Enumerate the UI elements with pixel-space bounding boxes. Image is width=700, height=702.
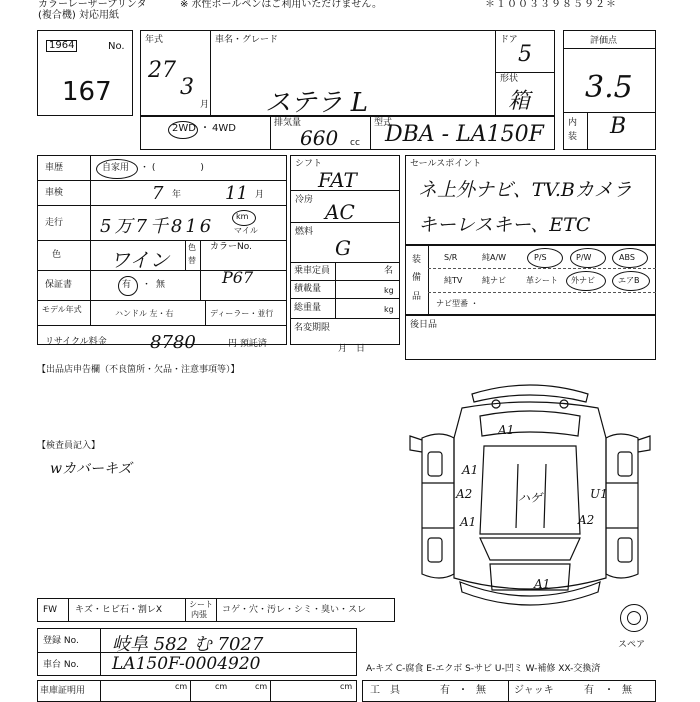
damage-code-legend: A-キズ C-腐食 E-エクボ S-サビ U-凹ミ W-補修 XX-交換済 bbox=[366, 664, 601, 674]
equip-leather: 革シート bbox=[526, 276, 558, 285]
recycle-value: 8780 bbox=[150, 332, 196, 353]
shift-value: FAT bbox=[318, 168, 357, 192]
color-change-1: 色 bbox=[188, 243, 196, 252]
registration-value: 岐阜 582 む 7027 bbox=[112, 634, 264, 655]
left-side-outline bbox=[422, 434, 454, 578]
equip-alloy: 純A/W bbox=[482, 253, 507, 262]
defect-seat-1: シート bbox=[189, 600, 213, 609]
capacity-unit: 名 bbox=[384, 266, 394, 276]
defect-items-2: コゲ・穴・汚レ・シミ・臭い・スレ bbox=[222, 605, 367, 615]
multifunction-note: (複合機) 対応用紙 bbox=[38, 10, 119, 21]
right-side-outline bbox=[606, 434, 638, 578]
cm-unit-2: cm bbox=[255, 682, 268, 691]
ac-value: AC bbox=[325, 200, 355, 224]
sales-line-1: ネ上外ナビ、TV.Bカメラ bbox=[418, 179, 632, 201]
warranty-sep: ・ bbox=[142, 280, 152, 290]
score-label: 評価点 bbox=[590, 36, 618, 46]
tools-no: 無 bbox=[476, 685, 486, 696]
defect-items: キズ・ヒビ石・割レX bbox=[75, 605, 162, 615]
warranty-yes: 有 bbox=[122, 280, 132, 290]
jack-label: ジャッキ bbox=[514, 685, 554, 696]
model-year-label: モデル年式 bbox=[42, 305, 82, 314]
equip-tv: 純TV bbox=[444, 276, 463, 285]
navi-model-label: ナビ型番 ・ bbox=[436, 299, 479, 308]
equip-airbag: エアB bbox=[618, 276, 640, 285]
fuel-label: 燃料 bbox=[295, 227, 314, 237]
year-label: 年式 bbox=[145, 35, 164, 45]
handle-side: ハンドル 左・右 bbox=[115, 309, 174, 318]
cm-unit-1: cm bbox=[175, 682, 188, 691]
shape-value: 箱 bbox=[508, 89, 531, 114]
door-value: 5 bbox=[518, 42, 532, 67]
inspection-year-unit: 年 bbox=[172, 190, 182, 200]
model-value: ステラ L bbox=[265, 88, 369, 118]
tools-label: 工 具 bbox=[370, 685, 400, 696]
type-label: 型式 bbox=[374, 118, 393, 128]
history-label: 車歴 bbox=[45, 163, 64, 173]
warranty-no: 無 bbox=[156, 280, 166, 290]
sales-point-label: セールスポイント bbox=[410, 159, 482, 169]
equip-pw: P/W bbox=[576, 253, 592, 262]
equip-abs: ABS bbox=[619, 253, 635, 262]
rear-glass bbox=[480, 411, 580, 436]
lot-number: 167 bbox=[62, 77, 112, 107]
deadline-label: 名変期限 bbox=[294, 323, 331, 333]
mileage-mile: マイル bbox=[234, 226, 258, 235]
tools-sep: ・ bbox=[458, 685, 468, 696]
damage-mark-rear: A1 bbox=[498, 423, 515, 437]
serial-number: ＊１００３３９８５９２＊ bbox=[485, 0, 617, 10]
shift-label: シフト bbox=[295, 159, 323, 169]
mileage-value: 5万7千816 bbox=[100, 216, 215, 237]
hood bbox=[490, 564, 570, 590]
chassis-label: 車台 No. bbox=[43, 660, 79, 670]
defect-seat-2: 内張 bbox=[191, 610, 207, 619]
inspection-label: 車検 bbox=[45, 188, 64, 198]
month-unit: 月 bbox=[200, 100, 210, 110]
windshield bbox=[480, 538, 580, 560]
ac-label: 冷房 bbox=[295, 195, 314, 205]
after-items-box bbox=[405, 315, 656, 360]
after-items-label: 後日品 bbox=[410, 320, 438, 330]
capacity-label: 乗車定員 bbox=[294, 266, 331, 276]
damage-mark-left-rear: A1 bbox=[462, 463, 479, 477]
warranty-label: 保証書 bbox=[45, 280, 73, 290]
equip-label-2: 備 bbox=[412, 273, 422, 283]
sales-line-2: キーレスキー、ETC bbox=[418, 214, 591, 236]
lot-no-label: No. bbox=[108, 41, 125, 52]
year-value: 27 bbox=[148, 58, 176, 83]
displacement-unit: cc bbox=[350, 138, 360, 148]
inspection-month: 11 bbox=[225, 183, 248, 204]
gross-label: 総重量 bbox=[294, 303, 322, 313]
door-label: ドア bbox=[500, 35, 518, 45]
color-no-value: P67 bbox=[222, 268, 254, 287]
tools-yes: 有 bbox=[440, 685, 450, 696]
jack-yes: 有 bbox=[584, 685, 594, 696]
jack-no: 無 bbox=[622, 685, 632, 696]
mileage-km: km bbox=[236, 212, 249, 221]
chassis-value: LA150F-0004920 bbox=[112, 654, 261, 674]
fuel-value: G bbox=[335, 236, 351, 260]
registration-label: 登録 No. bbox=[43, 636, 79, 646]
spoiler-outline bbox=[472, 385, 588, 402]
displacement-label: 排気量 bbox=[274, 118, 302, 128]
interior-label: 内装 bbox=[568, 118, 578, 142]
inspector-label: 【検査員記入】 bbox=[37, 441, 101, 451]
roof-outline bbox=[480, 446, 580, 534]
color-change-2: 替 bbox=[188, 256, 196, 265]
cm-unit-3: cm bbox=[340, 682, 353, 691]
equip-sunroof: S/R bbox=[444, 253, 458, 262]
printer-note: カラーレーザープリンタ bbox=[38, 0, 147, 10]
seller-notes-label: 【出品店申告欄（不良箇所・欠品・注意事項等）】 bbox=[37, 365, 240, 375]
jack-sep: ・ bbox=[604, 685, 614, 696]
color-label: 色 bbox=[52, 250, 62, 260]
shape-label: 形状 bbox=[500, 74, 519, 84]
equip-ext-navi: 外ナビ bbox=[571, 276, 595, 285]
inspection-month-unit: 月 bbox=[255, 190, 265, 200]
cm-unit-4: cm bbox=[215, 682, 228, 691]
car-diagram bbox=[400, 378, 660, 618]
interior-value: B bbox=[610, 114, 627, 139]
score-value: 3.5 bbox=[585, 70, 633, 105]
recycle-label: リサイクル料金 bbox=[45, 337, 107, 347]
type-value: DBA - LA150F bbox=[385, 122, 544, 147]
roof-note: ハゲ bbox=[518, 491, 543, 505]
recycle-unit: 円 預託済 bbox=[228, 339, 267, 349]
history-rest: ・ ( ) bbox=[140, 163, 204, 173]
spare-tire-hub-icon bbox=[627, 611, 641, 625]
gross-unit: kg bbox=[384, 305, 394, 314]
defect-fw: FW bbox=[43, 605, 58, 615]
damage-mark-left-side: A2 bbox=[456, 487, 473, 501]
drive-4wd: 4WD bbox=[212, 123, 236, 134]
damage-mark-right-door: A2 bbox=[578, 513, 595, 527]
pen-warning: ※ 水性ボールペンはご利用いただけません。 bbox=[180, 0, 382, 10]
displacement-value: 660 bbox=[300, 126, 339, 150]
dealer-parallel: ディーラー・並行 bbox=[210, 309, 274, 318]
drive-2wd: 2WD bbox=[172, 123, 196, 134]
mileage-label: 走行 bbox=[45, 218, 64, 228]
equip-label-1: 装 bbox=[412, 255, 422, 265]
history-value: 自家用 bbox=[102, 163, 130, 173]
month-value: 3 bbox=[180, 75, 194, 100]
load-label: 積載量 bbox=[294, 284, 322, 294]
damage-mark-left-door: A1 bbox=[460, 515, 477, 529]
model-label: 車名・グレード bbox=[215, 35, 279, 45]
equip-ps: P/S bbox=[534, 253, 547, 262]
garage-cert-label: 車庫証明用 bbox=[40, 686, 86, 696]
equip-label-3: 品 bbox=[412, 292, 422, 302]
inspector-note: wカバーキズ bbox=[50, 461, 132, 477]
deadline-unit: 月 日 bbox=[338, 344, 366, 354]
drive-sep: ・ bbox=[200, 123, 210, 134]
spare-label: スペア bbox=[618, 640, 646, 650]
load-unit: kg bbox=[384, 286, 394, 295]
damage-mark-front: A1 bbox=[534, 577, 551, 591]
color-value: ワイン bbox=[110, 248, 170, 272]
color-no-label: カラーNo. bbox=[210, 242, 252, 252]
equip-navi: 純ナビ bbox=[482, 276, 506, 285]
damage-mark-right-side: U1 bbox=[590, 487, 608, 501]
inspection-year: 7 bbox=[152, 183, 164, 204]
year-badge: 1964 bbox=[46, 40, 77, 52]
